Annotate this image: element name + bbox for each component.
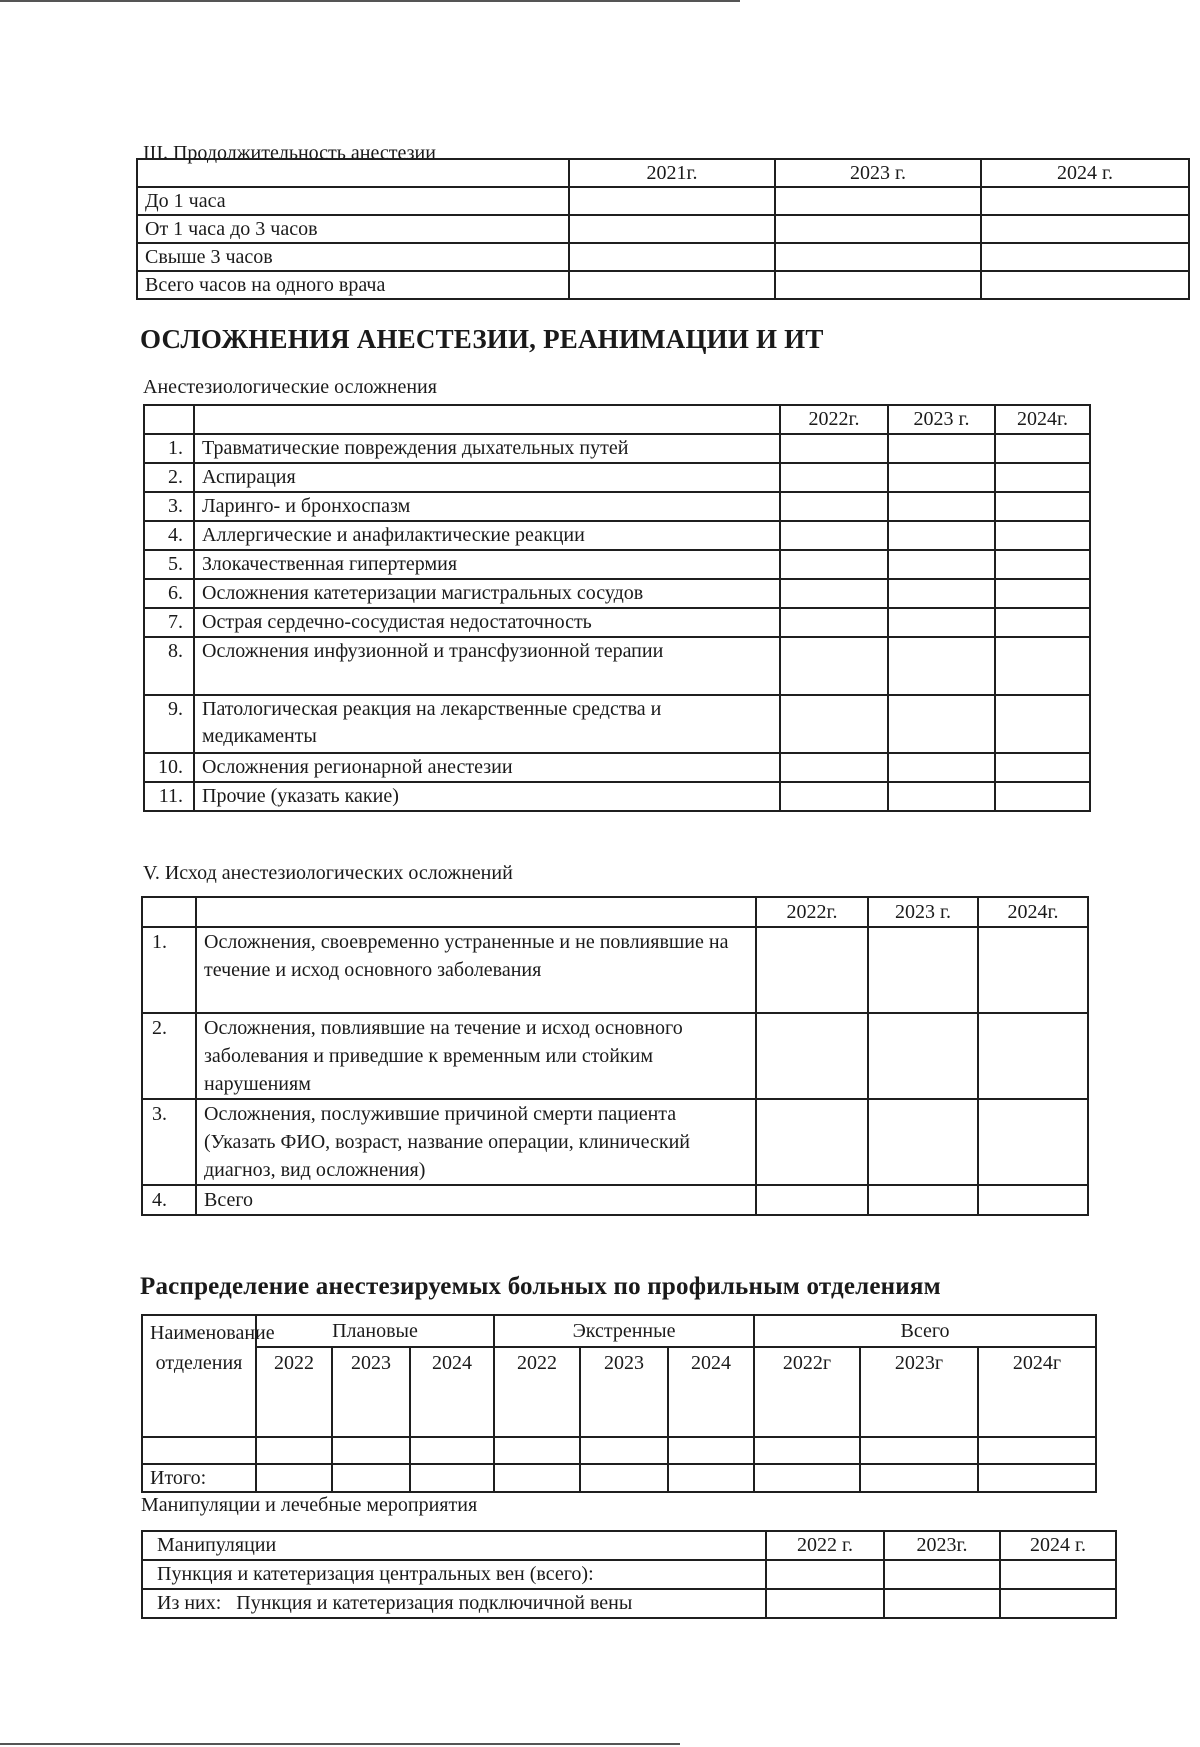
value-cell[interactable] [860, 1437, 978, 1464]
table-row [144, 695, 1090, 753]
row-number: 1. [144, 434, 194, 463]
value-cell[interactable] [410, 1437, 494, 1464]
department-column-header: Наименование отделения [142, 1315, 256, 1437]
value-cell[interactable] [775, 243, 981, 271]
value-cell[interactable] [978, 1099, 1088, 1185]
row-number: 3. [144, 492, 194, 521]
value-cell[interactable] [978, 927, 1088, 1013]
row-number: 2. [142, 1013, 196, 1099]
value-cell[interactable] [569, 243, 775, 271]
value-cell[interactable] [888, 753, 995, 782]
year-header: 2022 [494, 1347, 580, 1437]
row-label: Осложнения инфузионной и трансфузионной терапии [194, 637, 780, 695]
row-label: Аспирация [194, 463, 780, 492]
value-cell[interactable] [256, 1437, 332, 1464]
table-row [144, 550, 1090, 579]
year-header: 2024 [410, 1347, 494, 1437]
row-label: Осложнения, повлиявшие на течение и исход основного заболевания и приведшие к временным или стойким нарушениям [196, 1013, 756, 1099]
value-cell[interactable] [668, 1437, 754, 1464]
value-cell[interactable] [580, 1464, 668, 1492]
row-label: Злокачественная гипертермия [194, 550, 780, 579]
table-row [142, 1185, 1088, 1215]
year-header: 2023 [580, 1347, 668, 1437]
value-cell[interactable] [780, 492, 888, 521]
row-label: Острая сердечно-сосудистая недостаточность [194, 608, 780, 637]
year-header: 2023 [332, 1347, 410, 1437]
outcome-title: V. Исход анестезиологических осложнений [143, 862, 513, 884]
row-label: Осложнения, послужившие причиной смерти пациента (Указать ФИО, возраст, название операции, клинический диагноз, вид осложнения) [196, 1099, 756, 1185]
year-header: 2024 г. [1000, 1531, 1116, 1560]
value-cell[interactable] [756, 1099, 868, 1185]
table-row [142, 1560, 1116, 1589]
value-cell[interactable] [780, 550, 888, 579]
value-cell[interactable] [142, 1437, 256, 1464]
value-cell[interactable] [494, 1464, 580, 1492]
empty-cell [137, 159, 569, 187]
distribution-table [141, 1314, 1097, 1493]
value-cell[interactable] [995, 579, 1090, 608]
row-number: 8. [144, 637, 194, 695]
row-label: Травматические повреждения дыхательных путей [194, 434, 780, 463]
row-label: Патологическая реакция на лекарственные средства и медикаменты [194, 695, 780, 753]
value-cell[interactable] [766, 1560, 884, 1589]
value-cell[interactable] [978, 1013, 1088, 1099]
value-cell[interactable] [780, 579, 888, 608]
row-number: 6. [144, 579, 194, 608]
year-header: 2024 г. [981, 159, 1189, 187]
group-header: Плановые [256, 1315, 494, 1347]
value-cell[interactable] [981, 243, 1189, 271]
row-label: Пункция и катетеризация центральных вен (всего): [142, 1560, 766, 1589]
table-header-row [142, 1531, 1116, 1560]
row-label: Аллергические и анафилактические реакции [194, 521, 780, 550]
value-cell[interactable] [995, 434, 1090, 463]
table-row [142, 927, 1088, 1013]
value-cell[interactable] [995, 782, 1090, 811]
value-cell[interactable] [995, 608, 1090, 637]
table-row [144, 492, 1090, 521]
value-cell[interactable] [978, 1437, 1096, 1464]
value-cell[interactable] [1000, 1589, 1116, 1618]
empty-cell [144, 405, 194, 434]
row-label: Всего [196, 1185, 756, 1215]
value-cell[interactable] [888, 434, 995, 463]
row-label: Свыше 3 часов [137, 243, 569, 271]
row-number: 9. [144, 695, 194, 753]
year-header: 2024 [668, 1347, 754, 1437]
table-row [142, 1099, 1088, 1185]
manipulations-table [141, 1530, 1117, 1619]
value-cell[interactable] [775, 271, 981, 299]
table-row [144, 753, 1090, 782]
value-cell[interactable] [888, 579, 995, 608]
table-header-row [142, 897, 1088, 927]
row-label: Прочие (указать какие) [194, 782, 780, 811]
table-row [144, 637, 1090, 695]
row-number: 4. [144, 521, 194, 550]
value-cell[interactable] [780, 608, 888, 637]
year-header: 2021г. [569, 159, 775, 187]
table-row [137, 243, 1189, 271]
value-cell[interactable] [332, 1437, 410, 1464]
value-cell[interactable] [756, 1185, 868, 1215]
complications-subtitle: Анестезиологические осложнения [143, 376, 437, 398]
value-cell[interactable] [995, 463, 1090, 492]
value-cell[interactable] [860, 1464, 978, 1492]
value-cell[interactable] [780, 637, 888, 695]
row-label: От 1 часа до 3 часов [137, 215, 569, 243]
value-cell[interactable] [754, 1464, 860, 1492]
value-cell[interactable] [766, 1589, 884, 1618]
value-cell[interactable] [995, 521, 1090, 550]
row-label: До 1 часа [137, 187, 569, 215]
table-header-row [142, 1315, 1096, 1347]
value-cell[interactable] [580, 1437, 668, 1464]
table-row [144, 579, 1090, 608]
value-cell[interactable] [888, 521, 995, 550]
value-cell[interactable] [410, 1464, 494, 1492]
value-cell[interactable] [780, 463, 888, 492]
value-cell[interactable] [978, 1185, 1088, 1215]
table-row [142, 1589, 1116, 1618]
total-label: Итого: [142, 1464, 256, 1492]
year-header: 2023г. [884, 1531, 1000, 1560]
year-header: 2023г [860, 1347, 978, 1437]
table-row [144, 782, 1090, 811]
table-row [142, 1437, 1096, 1464]
table-row [137, 187, 1189, 215]
year-header: 2024г [978, 1347, 1096, 1437]
value-cell[interactable] [868, 927, 978, 1013]
manipulations-subtitle: Манипуляции и лечебные мероприятия [141, 1494, 478, 1516]
row-label: Из них: Пункция и катетеризация подключичной вены [142, 1589, 766, 1618]
value-cell[interactable] [995, 637, 1090, 695]
value-cell[interactable] [569, 271, 775, 299]
value-cell[interactable] [981, 187, 1189, 215]
value-cell[interactable] [780, 695, 888, 753]
year-header: 2024г. [978, 897, 1088, 927]
row-label: Всего часов на одного врача [137, 271, 569, 299]
year-header: 2023 г. [868, 897, 978, 927]
year-header: 2024г. [995, 405, 1090, 434]
value-cell[interactable] [888, 463, 995, 492]
year-header: 2023 г. [775, 159, 981, 187]
value-cell[interactable] [780, 753, 888, 782]
row-label: Осложнения катетеризации магистральных сосудов [194, 579, 780, 608]
empty-cell [196, 897, 756, 927]
value-cell[interactable] [668, 1464, 754, 1492]
total-row [142, 1464, 1096, 1492]
value-cell[interactable] [780, 434, 888, 463]
complications-table [143, 404, 1091, 812]
row-number: 1. [142, 927, 196, 1013]
row-number: 4. [142, 1185, 196, 1215]
table-header-row [142, 1347, 1096, 1437]
year-header: 2023 г. [888, 405, 995, 434]
value-cell[interactable] [868, 1099, 978, 1185]
value-cell[interactable] [775, 187, 981, 215]
distribution-heading: Распределение анестезируемых больных по профильным отделениям [140, 1273, 941, 1300]
table-row [144, 434, 1090, 463]
table-row [142, 1013, 1088, 1099]
value-cell[interactable] [888, 695, 995, 753]
empty-cell [142, 897, 196, 927]
row-number: 5. [144, 550, 194, 579]
value-cell[interactable] [995, 695, 1090, 753]
value-cell[interactable] [332, 1464, 410, 1492]
value-cell[interactable] [756, 1013, 868, 1099]
value-cell[interactable] [780, 521, 888, 550]
year-header: 2022г. [756, 897, 868, 927]
row-number: 11. [144, 782, 194, 811]
value-cell[interactable] [888, 637, 995, 695]
group-header: Всего [754, 1315, 1096, 1347]
year-header: 2022 г. [766, 1531, 884, 1560]
table-row [137, 215, 1189, 243]
table-header-row [137, 159, 1189, 187]
value-cell[interactable] [978, 1464, 1096, 1492]
group-header: Экстренные [494, 1315, 754, 1347]
table-header-row [144, 405, 1090, 434]
value-cell[interactable] [756, 927, 868, 1013]
bottom-page-edge [0, 1743, 680, 1745]
value-cell[interactable] [995, 550, 1090, 579]
row-number: 3. [142, 1099, 196, 1185]
row-label: Осложнения регионарной анестезии [194, 753, 780, 782]
row-number: 2. [144, 463, 194, 492]
value-cell[interactable] [569, 215, 775, 243]
value-cell[interactable] [995, 753, 1090, 782]
value-cell[interactable] [1000, 1560, 1116, 1589]
row-number: 7. [144, 608, 194, 637]
value-cell[interactable] [888, 550, 995, 579]
value-cell[interactable] [780, 782, 888, 811]
value-cell[interactable] [494, 1437, 580, 1464]
value-cell[interactable] [884, 1560, 1000, 1589]
value-cell[interactable] [888, 782, 995, 811]
value-cell[interactable] [995, 492, 1090, 521]
outcome-table [141, 896, 1089, 1216]
row-label: Ларинго- и бронхоспазм [194, 492, 780, 521]
year-header: 2022г [754, 1347, 860, 1437]
year-header: 2022 [256, 1347, 332, 1437]
table-row [144, 463, 1090, 492]
value-cell[interactable] [256, 1464, 332, 1492]
row-label: Осложнения, своевременно устраненные и не повлиявшие на течение и исход основного заболевания [196, 927, 756, 1013]
row-number: 10. [144, 753, 194, 782]
value-cell[interactable] [884, 1589, 1000, 1618]
value-cell[interactable] [981, 215, 1189, 243]
value-cell[interactable] [868, 1013, 978, 1099]
value-cell[interactable] [868, 1185, 978, 1215]
value-cell[interactable] [888, 608, 995, 637]
year-header: 2022г. [780, 405, 888, 434]
empty-cell [194, 405, 780, 434]
table-row [137, 271, 1189, 299]
value-cell[interactable] [775, 215, 981, 243]
value-cell[interactable] [981, 271, 1189, 299]
top-page-edge [0, 0, 740, 2]
value-cell[interactable] [754, 1437, 860, 1464]
table-row [144, 521, 1090, 550]
complications-heading: ОСЛОЖНЕНИЯ АНЕСТЕЗИИ, РЕАНИМАЦИИ И ИТ [140, 324, 824, 354]
value-cell[interactable] [569, 187, 775, 215]
section3-title: III. Продолжительность анестезии [143, 142, 436, 164]
duration-table [136, 158, 1190, 300]
manipulations-column-header: Манипуляции [142, 1531, 766, 1560]
value-cell[interactable] [888, 492, 995, 521]
table-row [144, 608, 1090, 637]
